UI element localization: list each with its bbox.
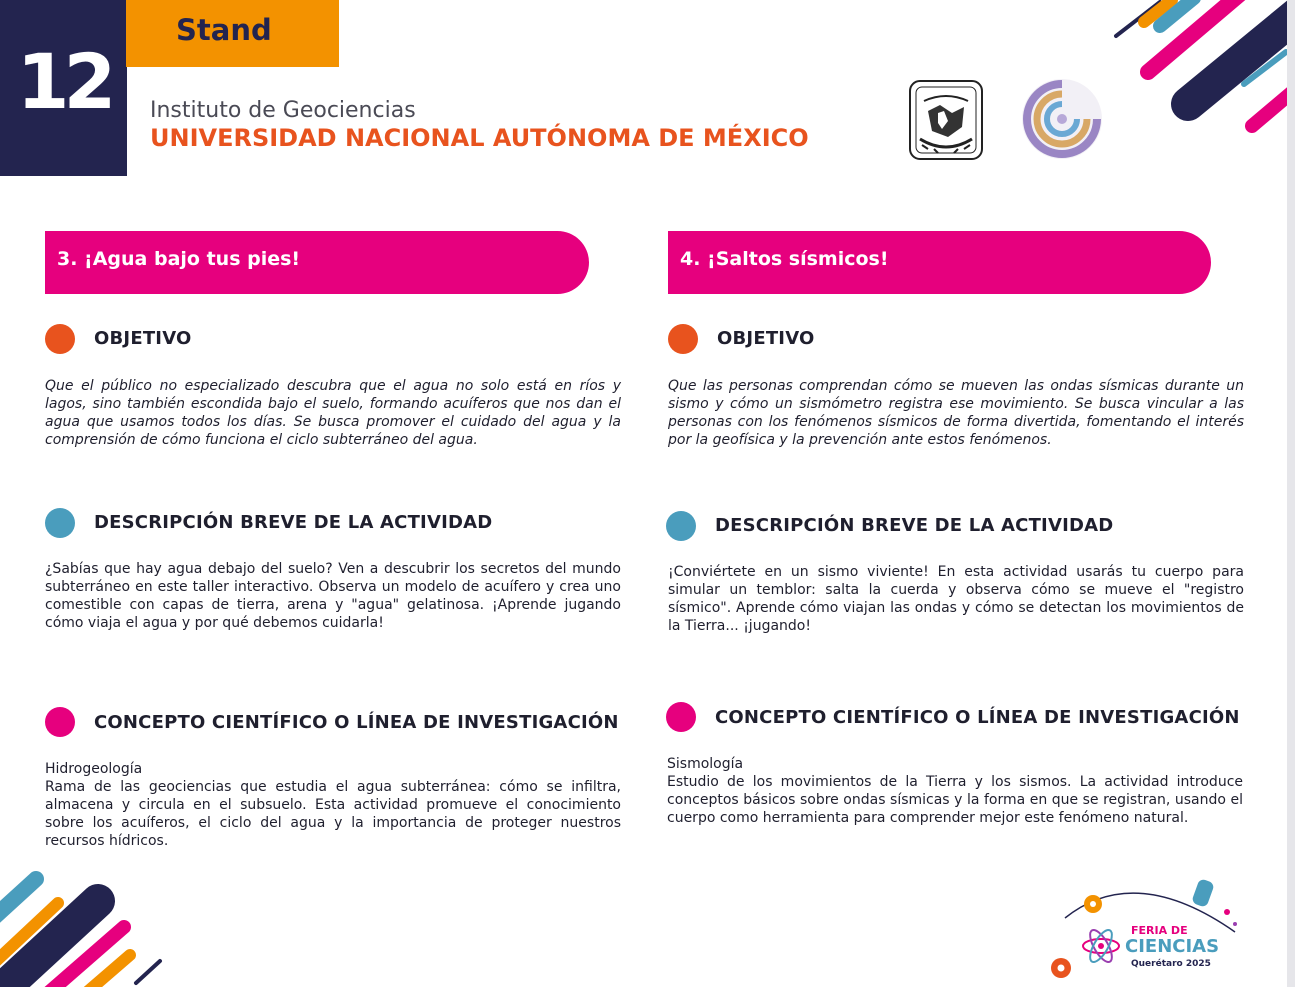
- page-edge: [1287, 0, 1295, 987]
- activity-4-concept-title: Sismología: [667, 756, 744, 772]
- activity-3-concept-text: Rama de las geociencias que estudia el agua subterránea: cómo se infiltra, almacena y circula en el subsuelo. Esta actividad promueve el conocimiento sobre los acuíferos, el ciclo del agua y la importancia de proteger nuestros recursos hídricos.: [45, 779, 621, 849]
- activity-3-concept-block: [45, 760, 621, 850]
- stand-label: Stand: [176, 13, 272, 47]
- activity-3-concept-title: Hidrogeología: [45, 761, 143, 777]
- feria-logo-line2: CIENCIAS: [1125, 936, 1220, 957]
- activity-3-concept-heading: CONCEPTO CIENTÍFICO O LÍNEA DE INVESTIGACIÓN: [94, 712, 619, 733]
- activity-3-objective-heading: OBJETIVO: [94, 328, 192, 349]
- activity-3-description-heading: DESCRIPCIÓN BREVE DE LA ACTIVIDAD: [94, 512, 493, 533]
- description-bullet-icon: [45, 508, 75, 538]
- objective-bullet-icon: [668, 324, 698, 354]
- objective-bullet-icon: [45, 324, 75, 354]
- activity-3-title: 3. ¡Agua bajo tus pies!: [57, 248, 301, 270]
- activity-4-title: 4. ¡Saltos sísmicos!: [680, 248, 889, 270]
- feria-logo-line1: FERIA DE: [1131, 924, 1188, 937]
- activity-4-description-text: ¡Conviértete en un sismo viviente! En esta actividad usarás tu cuerpo para simular un temblor: salta la cuerda y observa cómo se mueve el "registro sísmico". Aprende cómo viajan las ondas y cómo se detectan los movimientos de la Tierra... ¡jugando!: [668, 564, 1244, 634]
- concept-bullet-icon: [45, 707, 75, 737]
- activity-3-objective-text: Que el público no especializado descubra que el agua no solo está en ríos y lagos, sino también escondida bajo el suelo, formando acuíferos que nos dan el agua que usamos todos los días. Se busca promover el cuidado del agua y la comprensión de cómo funciona el ciclo subterráneo del agua.: [45, 378, 621, 448]
- activity-4-description-heading: DESCRIPCIÓN BREVE DE LA ACTIVIDAD: [715, 515, 1114, 536]
- activity-4-concept-heading: CONCEPTO CIENTÍFICO O LÍNEA DE INVESTIGACIÓN: [715, 707, 1240, 728]
- university-name: UNIVERSIDAD NACIONAL AUTÓNOMA DE MÉXICO: [150, 124, 809, 152]
- activity-3-description-text: ¿Sabías que hay agua debajo del suelo? Ven a descubrir los secretos del mundo subterráneo en este taller interactivo. Observa un modelo de acuífero y crea uno comestible con capas de tierra, arena y "agua" gelatinosa. ¡Aprende jugando cómo viaja el agua y por qué debemos cuidarla!: [45, 561, 621, 631]
- activity-4-objective-text: Que las personas comprendan cómo se mueven las ondas sísmicas durante un sismo y cómo un sismómetro registra ese movimiento. Se busca vincular a las personas con los fenómenos sísmicos de forma divertida, fomentando el interés por la geofísica y la prevención ante estos fenómenos.: [668, 378, 1244, 448]
- institute-name: Instituto de Geociencias: [150, 98, 416, 123]
- unam-seal-icon: [904, 77, 988, 163]
- activity-4-concept-text: Estudio de los movimientos de la Tierra y los sismos. La actividad introduce conceptos básicos sobre ondas sísmicas y la forma en que se registran, usando el cuerpo como herramienta para comprender mejor este fenómeno natural.: [667, 774, 1243, 826]
- stand-number: 12: [16, 37, 111, 126]
- description-bullet-icon: [666, 511, 696, 541]
- concept-bullet-icon: [666, 702, 696, 732]
- decorative-stripes-bottom-left: [0, 867, 170, 987]
- activity-4-concept-block: [667, 755, 1243, 827]
- activity-4-banner: [668, 231, 1211, 294]
- feria-de-ciencias-logo: [1045, 872, 1245, 984]
- feria-logo-line3: Querétaro 2025: [1131, 959, 1211, 969]
- stand-number-box: [0, 0, 127, 176]
- igl-logo-icon: [1018, 76, 1106, 162]
- activity-3-banner: [45, 231, 589, 294]
- decorative-stripes-top-right: [1110, 0, 1295, 140]
- activity-4-objective-heading: OBJETIVO: [717, 328, 815, 349]
